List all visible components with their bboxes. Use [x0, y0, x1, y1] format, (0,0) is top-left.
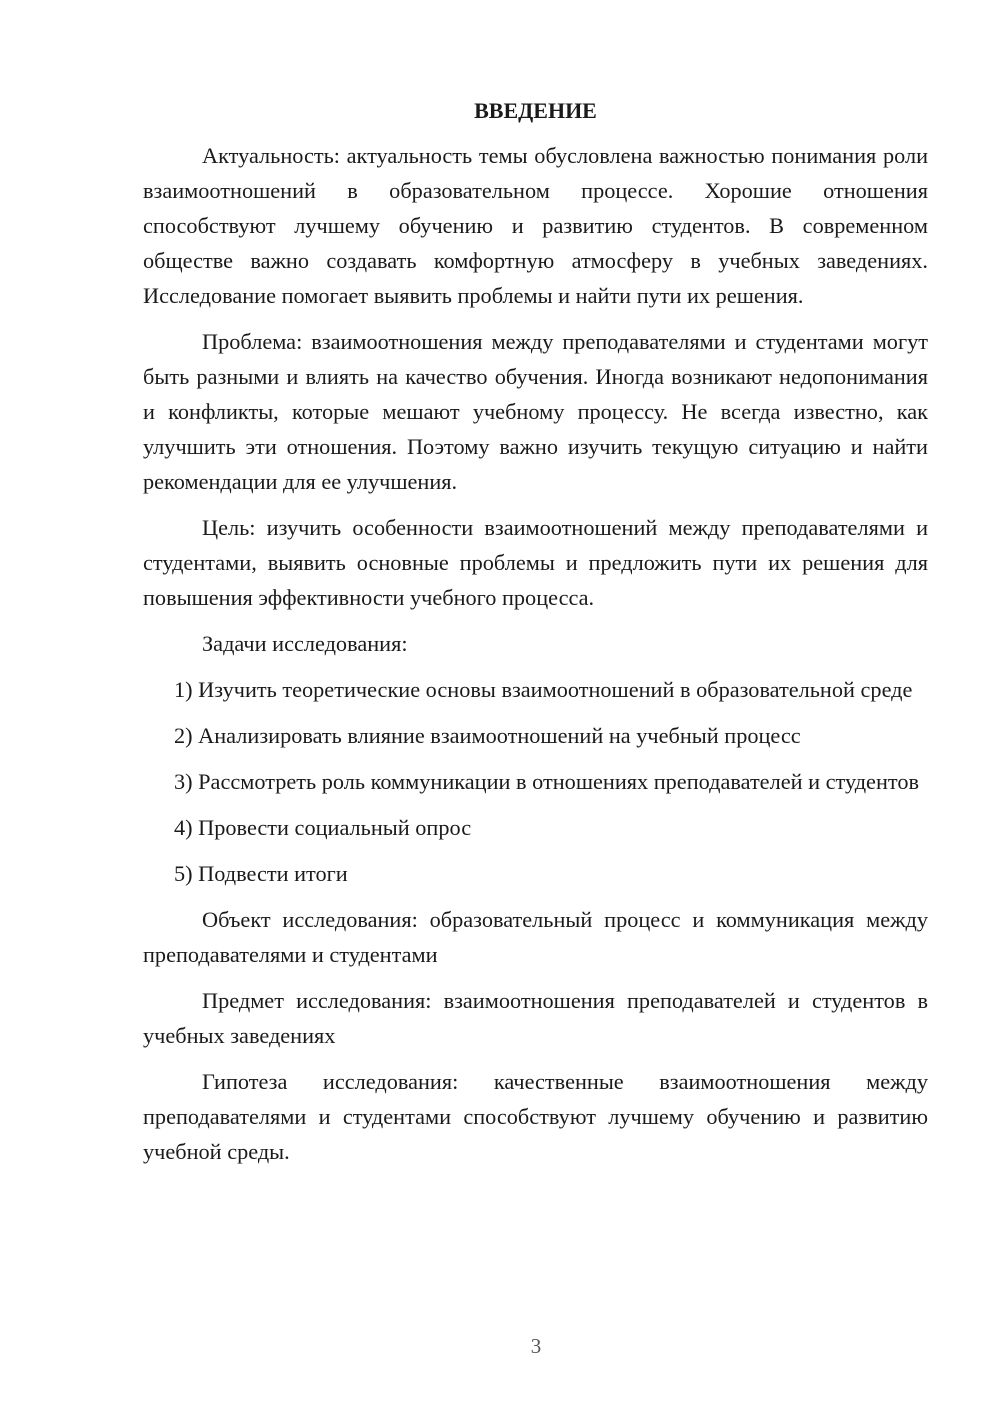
- page-number: 3: [530, 1334, 542, 1358]
- paragraph-problem: Проблема: взаимоотношения между преподавателями и студентами могут быть разными и влиять на качество обучения. Иногда возникают недопонимания и конфликты, которые мешают учебному процессу. Не всегда известно, как улучшить эти отношения. Поэтому важно изучить текущую ситуацию и найти рекомендации для ее улучшения.: [143, 329, 928, 494]
- task-item-5: 5) Подвести итоги: [174, 861, 348, 886]
- section-title: ВВЕДЕНИЕ: [474, 98, 597, 123]
- page-content: [143, 96, 928, 1180]
- task-item-2: 2) Анализировать влияние взаимоотношений на учебный процесс: [174, 723, 801, 748]
- task-item-3: 3) Рассмотреть роль коммуникации в отношениях преподавателей и студентов: [174, 769, 920, 794]
- paragraph-object: Объект исследования: образовательный процесс и коммуникация между преподавателями и студентами: [143, 907, 928, 967]
- paragraph-hypothesis: Гипотеза исследования: качественные взаимоотношения между преподавателями и студентами способствуют лучшему обучению и развитию учебной среды.: [143, 1069, 928, 1164]
- paragraph-goal: Цель: изучить особенности взаимоотношений между преподавателями и студентами, выявить основные проблемы и предложить пути их решения для повышения эффективности учебного процесса.: [143, 515, 928, 610]
- paragraph-subject: Предмет исследования: взаимоотношения преподавателей и студентов в учебных заведениях: [143, 988, 928, 1048]
- paragraph-tasks-heading: Задачи исследования:: [202, 631, 408, 656]
- task-item-1: 1) Изучить теоретические основы взаимоотношений в образовательной среде: [174, 677, 913, 702]
- paragraph-relevance: Актуальность: актуальность темы обусловлена важностью понимания роли взаимоотношений в образовательном процессе. Хорошие отношения способствуют лучшему обучению и развитию студентов. В современном обществе важно создавать комфортную атмосферу в учебных заведениях. Исследование помогает выявить проблемы и найти пути их решения.: [143, 143, 928, 308]
- task-item-4: 4) Провести социальный опрос: [174, 815, 472, 840]
